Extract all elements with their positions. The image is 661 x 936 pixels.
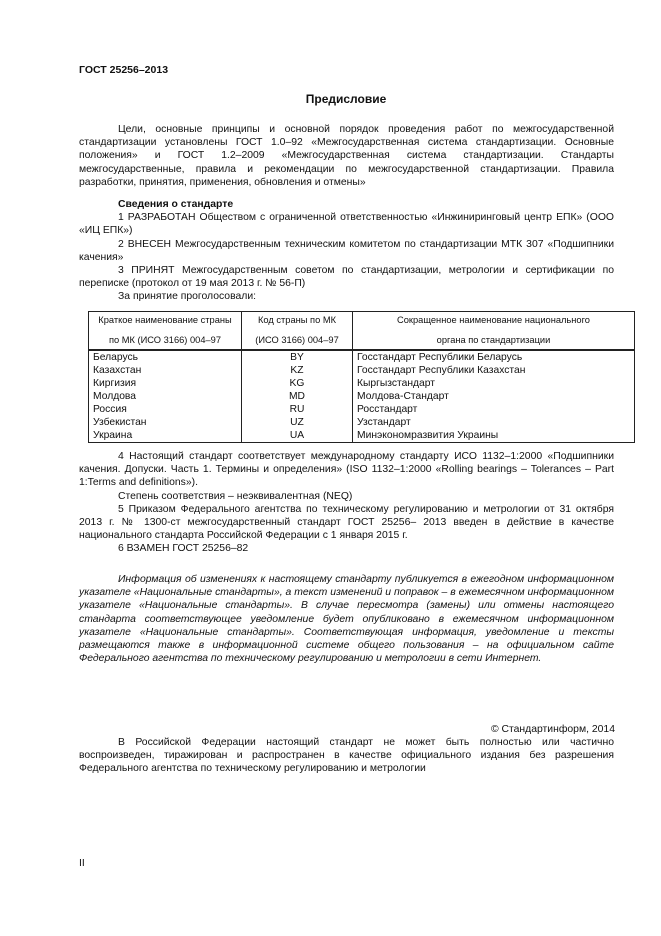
voted-label: За принятие проголосовали: xyxy=(118,291,257,303)
intro-paragraph xyxy=(79,123,614,189)
rights-paragraph xyxy=(79,736,614,776)
country-cell: Молдова xyxy=(89,390,242,403)
page-number: II xyxy=(79,858,85,869)
compliance-degree: Степень соответствия – неэквивалентная (NEQ) xyxy=(118,490,353,502)
item-4: 4 Настоящий стандарт соответствует международному стандарту ИСО 1132–1:2000 «Подшипники качения. Допуски. Часть 1. Термины и определения» (ISO 1132–1:2000 «Rolling bearings – Tolerances – Part 1:Terms and definitions»). xyxy=(79,451,614,489)
rights-text: В Российской Федерации настоящий стандарт не может быть полностью или частично воспроизведен, тиражирован и распространен в качестве официального издания без разрешения Федерального агентства по техническому регулированию и метрологии xyxy=(79,737,614,775)
body-cell: Росстандарт xyxy=(353,403,635,416)
info-item-3: 3 ПРИНЯТ Межгосударственным советом по стандартизации, метрологии и сертификации по переписке (протокол от 19 мая 2013 г. № 56-П) xyxy=(79,265,614,290)
info-item-1: 1 РАЗРАБОТАН Обществом с ограниченной ответственностью «Инжиниринговый центр ЕПК» (ООО «ИЦ ЕПК») xyxy=(79,212,614,237)
body-cell: Госстандарт Республики Казахстан xyxy=(353,364,635,377)
body-cell: Госстандарт Республики Беларусь xyxy=(353,350,635,364)
country-cell: Киргизия xyxy=(89,377,242,390)
page-title: Предисловие xyxy=(305,92,387,106)
country-cell: Казахстан xyxy=(89,364,242,377)
code-cell: RU xyxy=(242,403,353,416)
notice-text: Информация об изменениях к настоящему стандарту публикуется в ежегодном информационном указателе «Национальные стандарты», а текст изменений и поправок – в ежемесячном информационном указателе «Национальные стандарты». В случае пересмотра (замены) или отмены настоящего стандарта соответствующее уведомление будет опубликовано в ежемесячном информационном указателе «Национальные стандарты». Соответствующая информация, уведомление и тексты размещаются также в информационной системе общего пользования – на официальном сайте Федерального агентства по техническому регулированию и метрологии в сети Интернет. xyxy=(79,574,614,665)
intro-text: Цели, основные принципы и основной порядок проведения работ по межгосударственной стандартизации установлены ГОСТ 1.0–92 «Межгосударственная система стандартизации. Основные положения» и ГОСТ 1.2–2009 «Межгосударственная система стандартизации. Стандарты межгосударственные, правила и рекомендации по межгосударственной стандартизации. Правила разработки, принятия, применения, обновления и отмены» xyxy=(79,124,614,188)
country-cell: Украина xyxy=(89,429,242,443)
body-cell: Узстандарт xyxy=(353,416,635,429)
standard-items xyxy=(79,450,614,556)
info-item-2: 2 ВНЕСЕН Межгосударственным техническим комитетом по стандартизации МТК 307 «Подшипники качения» xyxy=(79,238,614,263)
table-row xyxy=(89,390,635,403)
column-header-country: Краткое наименование страны по МК (ИСО 3166) 004–97 xyxy=(89,312,242,351)
item-5: 5 Приказом Федерального агентства по техническому регулированию и метрологии от 31 октября 2013 г. № 1300-ст межгосударственный стандарт ГОСТ 25256– 2013 введен в действие в качестве национального стандарта Российской Федерации с 1 января 2015 г. xyxy=(79,503,614,542)
table-row xyxy=(89,403,635,416)
code-cell: UA xyxy=(242,429,353,443)
body-cell: Молдова-Стандарт xyxy=(353,390,635,403)
country-cell: Россия xyxy=(89,403,242,416)
table-row xyxy=(89,350,635,364)
code-cell: UZ xyxy=(242,416,353,429)
changes-notice xyxy=(79,573,614,665)
body-cell: Кыргызстандарт xyxy=(353,377,635,390)
column-header-body: Сокращенное наименование национального органа по стандартизации xyxy=(353,312,635,351)
copyright: © Стандартинформ, 2014 xyxy=(490,724,615,735)
table-row xyxy=(89,416,635,429)
info-heading: Сведения о стандарте xyxy=(118,199,234,210)
column-header-code: Код страны по МК (ИСО 3166) 004–97 xyxy=(242,312,353,351)
voting-countries-table xyxy=(88,311,635,443)
table-row xyxy=(89,377,635,390)
table-row xyxy=(89,429,635,443)
table-row xyxy=(89,364,635,377)
body-cell: Минэкономразвития Украины xyxy=(353,429,635,443)
table-header-row xyxy=(89,312,635,351)
standard-info xyxy=(79,198,614,304)
standard-number: ГОСТ 25256–2013 xyxy=(79,64,169,76)
code-cell: KG xyxy=(242,377,353,390)
code-cell: BY xyxy=(242,350,353,364)
country-cell: Беларусь xyxy=(89,350,242,364)
code-cell: MD xyxy=(242,390,353,403)
code-cell: KZ xyxy=(242,364,353,377)
country-cell: Узбекистан xyxy=(89,416,242,429)
item-6: 6 ВЗАМЕН ГОСТ 25256–82 xyxy=(118,543,249,555)
